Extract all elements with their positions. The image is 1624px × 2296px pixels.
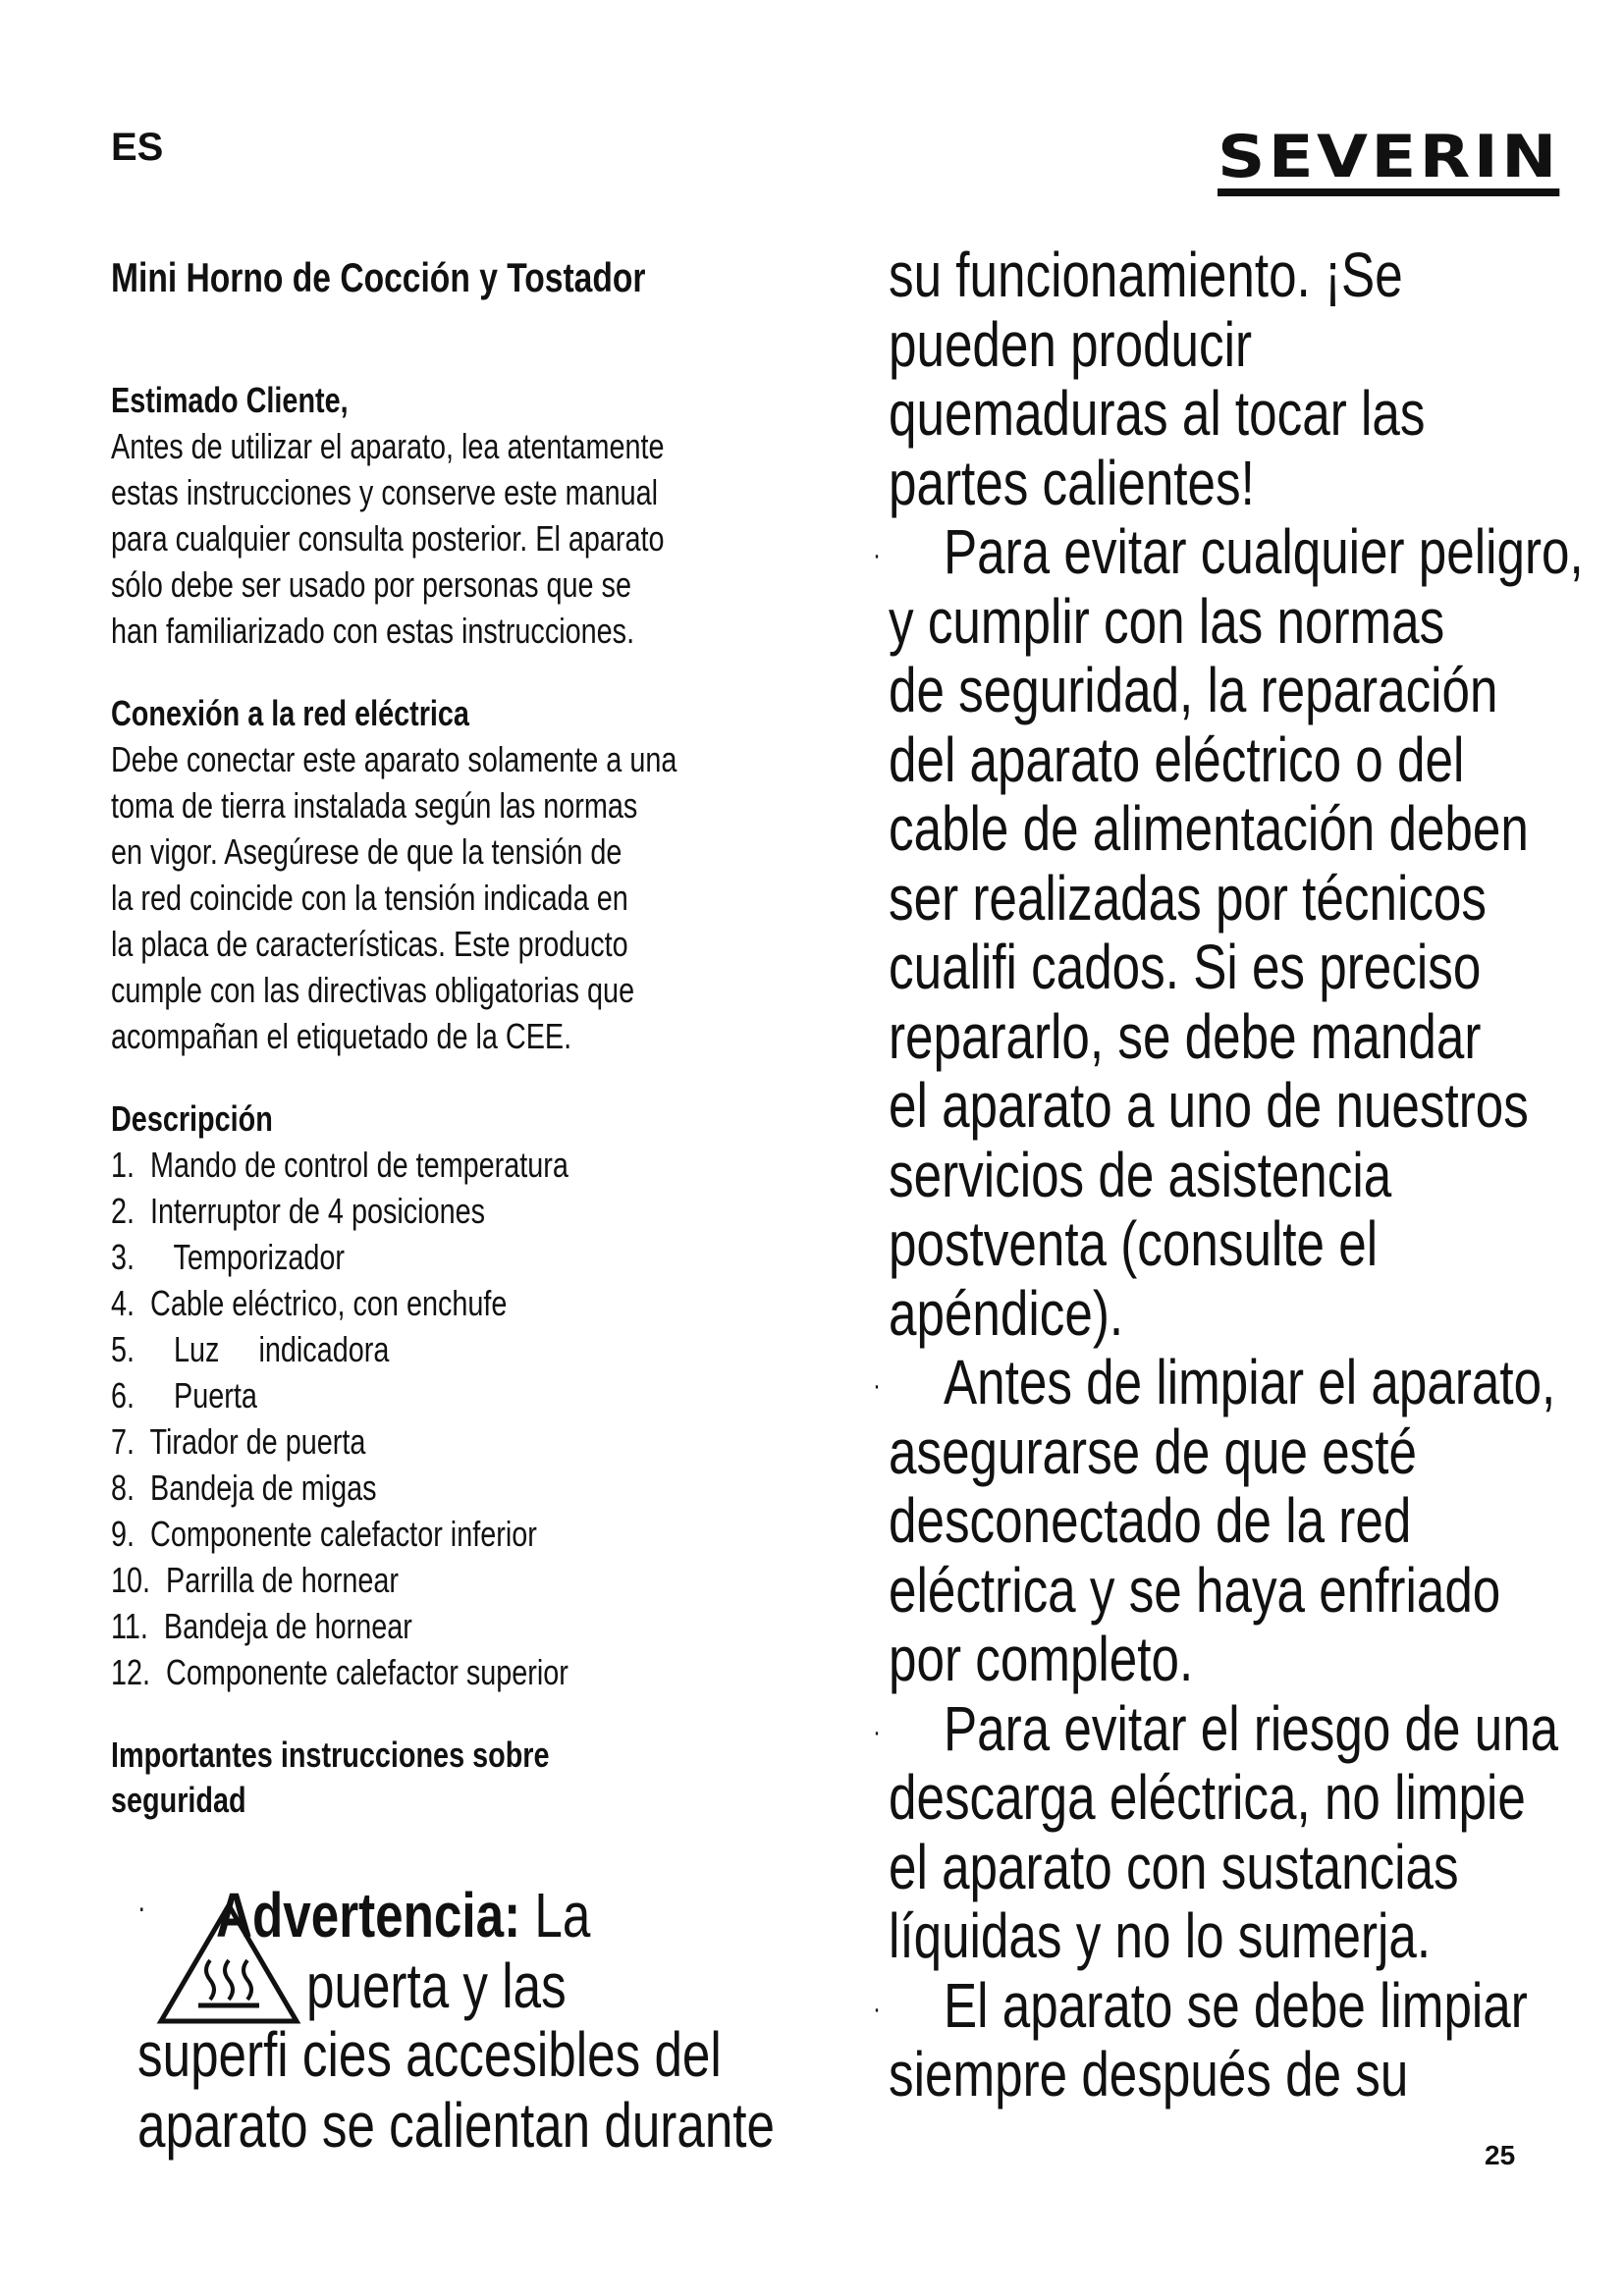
warning-text: La	[520, 1880, 591, 1950]
bullet: ·	[873, 539, 881, 571]
bullet-line: ser realizadas por técnicos	[889, 862, 1487, 934]
list-item: 12. Componente calefactor superior	[111, 1652, 568, 1692]
list-item: 2. Interruptor de 4 posiciones	[111, 1191, 486, 1231]
greeting-heading: Estimado Cliente,	[111, 380, 349, 420]
bullet-line: repararlo, se debe mandar	[889, 1000, 1482, 1072]
greeting-line: han familiarizado con estas instrucciones.	[111, 611, 635, 651]
page-number: 25	[1485, 2140, 1516, 2170]
bullet-line: el aparato con sustancias	[889, 1831, 1459, 1902]
bullet-line: Para evitar el riesgo de una	[944, 1692, 1559, 1764]
bullet-line: del aparato eléctrico o del	[889, 723, 1465, 795]
connection-line: la red coincide con la tensión indicada en	[111, 878, 628, 918]
bullet-line: Antes de limpiar el aparato,	[944, 1347, 1556, 1417]
safety-bullet	[873, 1692, 1559, 1971]
list-item: 8. Bandeja de migas	[111, 1468, 377, 1508]
greeting-section	[111, 378, 677, 654]
warning-text: superfi cies accesibles del	[137, 2019, 722, 2090]
bullet-line: El aparato se debe limpiar	[944, 1969, 1528, 2041]
intro-line: pueden producir	[889, 308, 1253, 380]
list-item: 11. Bandeja de hornear	[111, 1606, 412, 1646]
list-item: 4. Cable eléctrico, con enchufe	[111, 1283, 508, 1323]
safety-heading: Importantes instrucciones sobre	[111, 1735, 550, 1775]
brand-logo: SEVERIN	[1218, 126, 1560, 196]
warning-text: puerta y las	[306, 1950, 567, 2021]
bullet-line: eléctrica y se haya enfriado	[889, 1554, 1501, 1626]
bullet-line: descarga eléctrica, no limpie	[889, 1762, 1526, 1833]
warning-text: aparato se calientan durante	[137, 2090, 775, 2161]
bullet-line: el aparato a uno de nuestros	[889, 1070, 1529, 1141]
connection-line: acompañan el etiquetado de la CEE.	[111, 1016, 572, 1056]
intro-line: su funcionamiento. ¡Se	[889, 240, 1403, 310]
safety-bullet	[873, 1347, 1556, 1694]
bullet-line: apéndice).	[889, 1277, 1124, 1349]
bullet-line: y cumplir con las normas	[889, 585, 1445, 657]
warning-block	[137, 1880, 825, 2161]
bullet: ·	[873, 1369, 881, 1402]
connection-line: la placa de características. Este producto	[111, 924, 628, 964]
connection-heading: Conexión a la red eléctrica	[111, 693, 469, 733]
list-item: 9. Componente calefactor inferior	[111, 1514, 537, 1554]
connection-line: cumple con las directivas obligatorias que	[111, 970, 635, 1010]
safety-bullet	[873, 1969, 1528, 2109]
bullet-line: postventa (consulte el	[889, 1208, 1379, 1279]
bullet-line: por completo.	[889, 1624, 1194, 1694]
safety-heading: seguridad	[111, 1780, 246, 1820]
bullet-line: asegurarse de que esté	[889, 1415, 1417, 1487]
bullet: ·	[873, 1992, 881, 2025]
list-item: 3. Temporizador	[111, 1237, 345, 1277]
list-item: 5. Luz indicadora	[111, 1329, 390, 1369]
description-heading: Descripción	[111, 1098, 273, 1139]
document-title: Mini Horno de Cocción y Tostador	[111, 254, 646, 300]
intro-line: quemaduras al tocar las	[889, 378, 1426, 449]
greeting-line: estas instrucciones y conserve este manual	[111, 472, 659, 512]
connection-line: Debe conectar este aparato solamente a una	[111, 739, 677, 779]
warning-label: Advertencia:	[216, 1880, 521, 1950]
bullet-line: siempre después de su	[889, 2039, 1409, 2109]
list-item: 1. Mando de control de temperatura	[111, 1145, 568, 1185]
language-code: ES	[111, 126, 164, 169]
bullet-line: desconectado de la red	[889, 1485, 1412, 1556]
bullet-line: Para evitar cualquier peligro,	[944, 516, 1584, 587]
connection-section	[111, 691, 677, 1059]
connection-line: en vigor. Asegúrese de que la tensión de	[111, 831, 623, 872]
safety-bullet	[873, 516, 1584, 1349]
greeting-line: para cualquier consulta posterior. El aparato	[111, 518, 665, 559]
left-column	[111, 250, 818, 1823]
bullet-line: servicios de asistencia	[889, 1139, 1392, 1210]
greeting-line: Antes de utilizar el aparato, lea atentamente	[111, 426, 665, 466]
safety-heading-block	[111, 1733, 677, 1823]
bullet-line: cable de alimentación deben	[889, 793, 1529, 864]
list-item: 6. Puerta	[111, 1375, 257, 1415]
greeting-line: sólo debe ser usado por personas que se	[111, 564, 631, 605]
bullet-line: de seguridad, la reparación	[889, 655, 1498, 725]
right-column	[873, 240, 1596, 2109]
bullet-line: cualifi cados. Si es preciso	[889, 932, 1482, 1002]
connection-line: toma de tierra instalada según las normas	[111, 785, 638, 826]
list-item: 7. Tirador de puerta	[111, 1421, 366, 1462]
parts-list	[111, 1142, 677, 1695]
bullet: ·	[873, 1715, 881, 1748]
description-section	[111, 1096, 677, 1695]
list-item: 10. Parrilla de hornear	[111, 1560, 399, 1600]
intro-line: partes calientes!	[889, 447, 1255, 518]
bullet: ·	[137, 1890, 146, 1925]
bullet-line: líquidas y no lo sumerja.	[889, 1900, 1432, 1971]
